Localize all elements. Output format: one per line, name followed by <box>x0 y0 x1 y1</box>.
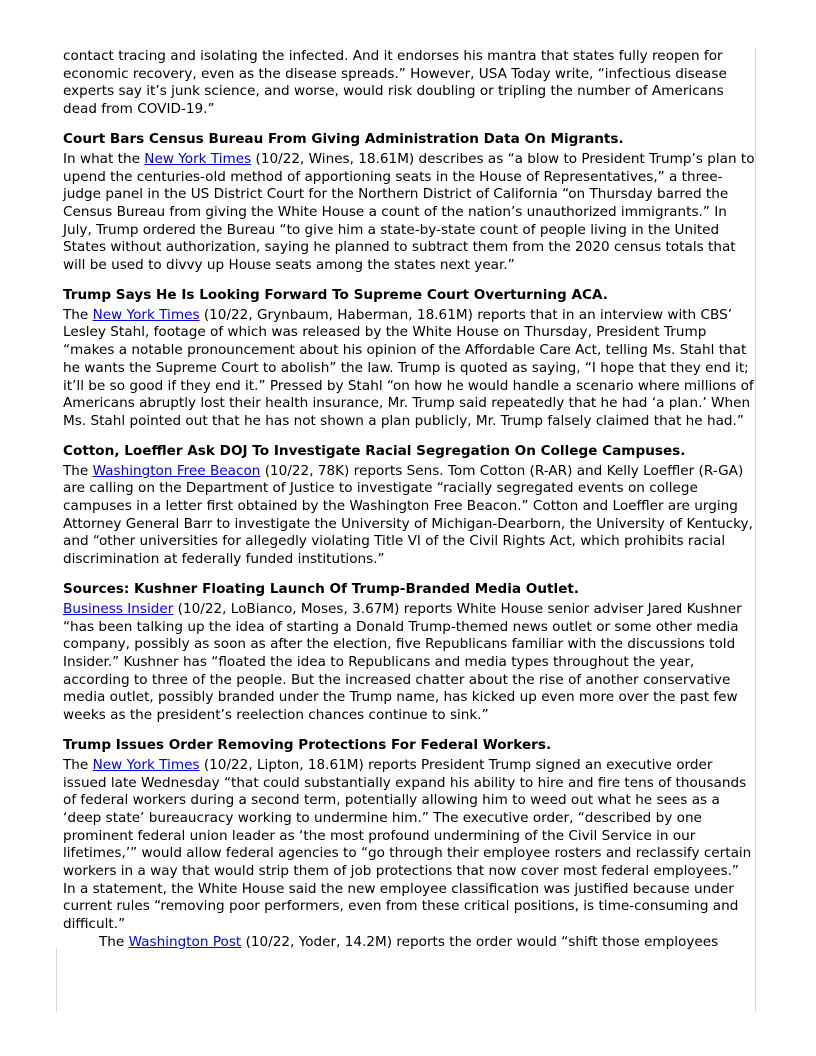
article-census <box>63 130 755 275</box>
article-body: The Washington Free Beacon (10/22, 78K) reports Sens. Tom Cotton (R-AR) and Kelly Loeffler (R-GA) are calling on the Department of Justice to investigate “racially segregated events on college campuses in a letter first obtained by the Washington Free Beacon.” Cotton and Loeffler are urging Attorney General Barr to investigate the University of Michigan-Dearborn, the University of Kentucky, and “other universities for allegedly violating Title VI of the Civil Rights Act, which prohibits racial discrimination at federally funded institutions.” <box>63 462 753 568</box>
document-page <box>63 48 756 1012</box>
source-link-washington-post[interactable]: Washington Post <box>128 933 242 950</box>
article-federal-workers <box>63 736 755 952</box>
article-headline: Cotton, Loeffler Ask DOJ To Investigate Racial Segregation On College Campuses. <box>63 442 686 459</box>
article-body: The New York Times (10/22, Grynbaum, Haberman, 18.61M) reports that in an interview with CBS’ Lesley Stahl, footage of which was released by the White House on Thursday, President Trump “makes a notable pronouncement about his opinion of the Affordable Care Act, telling Ms. Stahl that he wants the Supreme Court to abolish” the law. Trump is quoted as saying, “I hope that they end it; it’ll be so good if they end it.” Pressed by Stahl “on how he would handle a scenario where millions of Americans abruptly lost their health insurance, Mr. Trump said repeatedly that he had ‘a plan.’ When Ms. Stahl pointed out that he has not shown a plan publicly, Mr. Trump falsely claimed that he had.” <box>63 306 754 429</box>
article-headline: Trump Says He Is Looking Forward To Supreme Court Overturning ACA. <box>63 286 608 303</box>
article-body: Business Insider (10/22, LoBianco, Moses, 3.67M) reports White House senior adviser Jared Kushner “has been talking up the idea of starting a Donald Trump-themed news outlet or some other media company, possibly as soon as after the election, five Republicans familiar with the discussions told Insider.” Kushner has “floated the idea to Republicans and media types throughout the year, according to three of the people. But the increased chatter about the rise of another conservative media outlet, possibly branded under the Trump name, has kicked up even more over the past few weeks as the president’s reelection chances continue to sink.” <box>63 600 742 724</box>
source-link-new-york-times[interactable]: New York Times <box>92 756 200 773</box>
source-link-new-york-times[interactable]: New York Times <box>92 306 200 323</box>
article-headline: Court Bars Census Bureau From Giving Administration Data On Migrants. <box>63 130 624 147</box>
article-headline: Sources: Kushner Floating Launch Of Trump-Branded Media Outlet. <box>63 580 580 597</box>
article-body: The New York Times (10/22, Lipton, 18.61M) reports President Trump signed an executive order issued late Wednesday “that could substantially expand his ability to hire and fire tens of thousands of federal workers during a second term, potentially allowing him to weed out what he sees as a ‘deep state’ bureaucracy working to undermine him.” The executive order, “described by one prominent federal union leader as ‘the most profound undermining of the Civil Service in our lifetimes,’” would allow federal agencies to “go through their employee rosters and reclassify certain workers in a way that would strip them of job protections that now cover most federal employees.” In a statement, the White House said the new employee classification was justified because under current rules “removing poor performers, even from these critical positions, is time-consuming and difficult.” <box>63 756 752 933</box>
article-college-segregation <box>63 442 755 569</box>
source-link-washington-free-beacon[interactable]: Washington Free Beacon <box>92 462 261 479</box>
article-body: In what the New York Times (10/22, Wines, 18.61M) describes as “a blow to President Trump’s plan to upend the centuries-old method of apportioning seats in the House of Representatives,” a three-judge panel in the US District Court for the Northern District of California “on Thursday barred the Census Bureau from giving the White House a count of the nation’s unauthorized immigrants.” In July, Trump ordered the Bureau “to give him a state-by-state count of people living in the United States without authorization, saying he planned to subtract them from the 2020 census totals that will be used to divvy up House seats among the states next year.” <box>63 150 755 274</box>
article-followup-paragraph: The Washington Post (10/22, Yoder, 14.2M) reports the order would “shift those employees <box>99 933 719 950</box>
article-aca <box>63 286 755 431</box>
source-link-new-york-times[interactable]: New York Times <box>144 150 252 167</box>
article-headline: Trump Issues Order Removing Protections For Federal Workers. <box>63 736 552 753</box>
source-link-business-insider[interactable]: Business Insider <box>63 600 174 617</box>
page-frame-left <box>56 948 57 1012</box>
intro-paragraph: contact tracing and isolating the infected. And it endorses his mantra that states fully reopen for economic recovery, even as the disease spreads.” However, USA Today write, “infectious disease experts say it’s junk science, and worse, would risk doubling or tripling the number of Americans dead from COVID-19.” <box>63 48 727 118</box>
article-kushner-media <box>63 580 755 725</box>
